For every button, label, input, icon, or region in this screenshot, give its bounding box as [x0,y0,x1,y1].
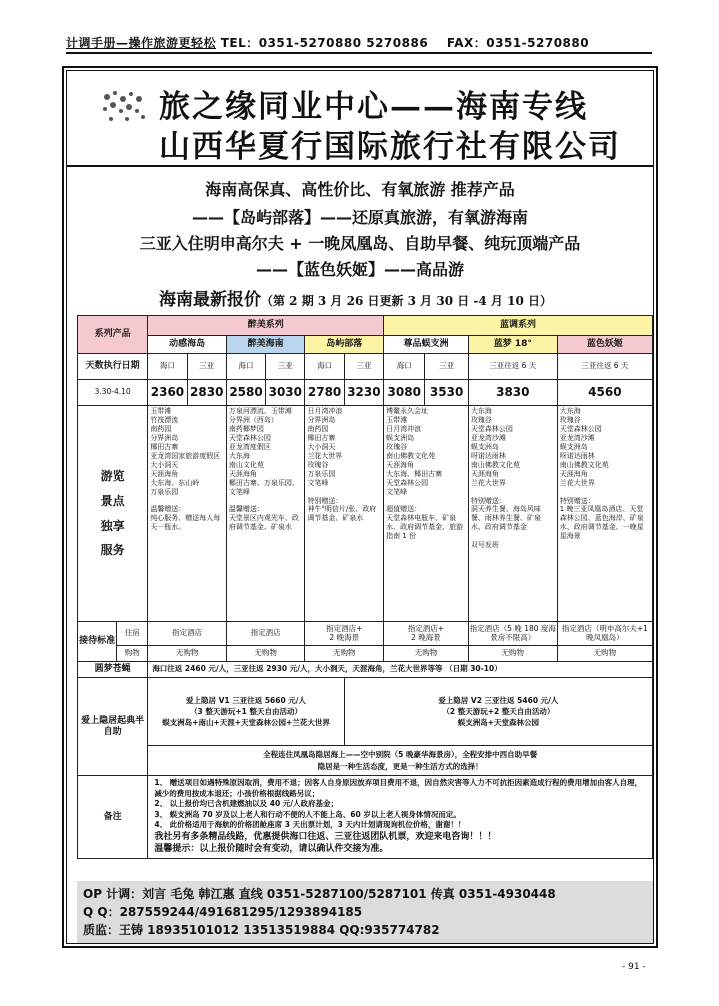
price-table [77,315,653,859]
note-line: 温馨提示：以上报价随时会有变动，请以确认件交接为准。 [154,844,389,855]
shop-cell: 无购物 [148,646,227,662]
group-landiao: 蓝调系列 [384,316,653,336]
intro-line-1: 海南高保真、高性价比、有氧旅游 推荐产品 [205,180,515,199]
col-haikou: 海口 [148,354,187,380]
note-line: 4、 此价格适用于海航的价格团舱座席 3 天出票计划，3 天内计划请现询机位价格，谢谢！！ [154,820,466,829]
intro-line-4: ——【蓝色妖姬】——高品游 [255,260,464,279]
itinerary-list: 万泉河漂流、玉带滩 分界洲（西岛） 南药椰梦园 天堂森林公园 亚龙湾度假区 大东海 南山文化苑 天涯海角 椰田古寨、万泉乐园、文笔峰 温馨赠送： 天堂景区内观光车、政府调节基金、矿泉水 [226,406,305,622]
intro-line-3: 三亚入住明申高尔夫 + 一晚凤凰岛、自助早餐、纯玩顶端产品 [139,234,581,253]
std-label: 接待标准 [78,622,117,662]
product-name: 蓝色妖姬 [557,336,652,354]
col-sanya: 三亚 [266,354,305,380]
itinerary-list: 玉带滩 竹筏漂流 南药园 分界洲岛 椰田古寨 亚龙湾国家旅游度假区 大小洞天 天涯海角 大东海、东山岭 万泉乐园 温馨赠送： 纯心服务、赠送每人每天一瓶水。 [148,406,227,622]
product-name: 岛屿部落 [305,336,384,354]
col-sanya: 三亚 [344,354,383,380]
title-divider [67,165,653,167]
product-name: 尊品蜈支洲 [384,336,469,354]
hotel-label: 住宿 [117,622,148,646]
col-sanya-round: 三亚往返 6 天 [468,354,557,380]
op-quality: 质监：王铸 18935101012 13513519884 QQ:935774782 [83,923,440,937]
retreat-notes: 全程连住凤凰岛隐居海上——空中别院（5 晚豪华海景房），全程安排中西自助早餐 隐居是一种生活态度，更是一种生活方式的选择！ [148,746,653,776]
itinerary-list: 大东海 玫瑰谷 天堂森林公园 亚龙湾沙滩 蜈支洲岛 呀诺达雨林 南山佛教文化苑 天涯海角 兰花大世界 特别赠送： 洞天养生餐、海岛风味餐、雨林养生餐、矿泉水、政府调节基金 双号发班 [468,406,557,622]
notes-label: 备注 [78,776,148,859]
price-title [159,285,552,310]
hotel-cell: 指定酒店（明申高尔夫+1 晚凤凰岛） [557,622,652,646]
product-name: 醉美海南 [226,336,305,354]
price-cell: 3530 [425,380,468,406]
note-line: 1、 赠送项目如遇特殊原因取消，费用不退；因客人自身原因放弃项目费用不退，因自然灾害等人力不可抗拒因素造成行程的费用增加由客人自理，减少的费用按成本退还；小孩价格根据线路另议； [154,778,643,798]
shop-label: 购物 [117,646,148,662]
page-frame [62,66,658,948]
date-range: 3.30-4.10 [78,380,148,406]
itinerary-list: 日月湾冲浪 分界洲岛 南药园 椰田古寨 大小洞天 兰花大世界 玫瑰谷 万泉乐园 文笔峰 特别赠送： 神牛°明信片/张、政府调节基金、矿泉水 [305,406,384,622]
op-contacts: OP 计调：刘言 毛兔 韩江惠 直线 0351-5287100/5287101 传真 0351-4930448 [83,887,556,901]
shop-cell: 无购物 [226,646,305,662]
col-haikou: 海口 [305,354,344,380]
note-line: 2、 以上报价均已含机建燃油以及 40 元/人政府基金； [154,799,339,808]
hotel-cell: 指定酒店（5 晚 180 度海景房不限高） [468,622,557,646]
page-number: - 91 - [622,962,646,972]
hotel-cell: 指定酒店 [148,622,227,646]
shop-cell: 无购物 [305,646,384,662]
note-line: 我社另有多条精品线路，优惠提供海口往返、三亚往返团队机票，欢迎来电咨询！！！ [154,831,497,842]
price-cell: 2580 [226,380,265,406]
price-cell: 3030 [266,380,305,406]
col-haikou: 海口 [384,354,425,380]
product-name: 蓝梦 18° [468,336,557,354]
price-cell: 2360 [148,380,187,406]
itinerary-list: 博鳌永久会址 玉带滩 日月湾冲浪 蜈支洲岛 玫瑰谷 南山佛教文化苑 天涯海角 大东海、椰田古寨 天堂森林公园 文笔峰 超值赠送： 天堂森林电瓶车、矿泉水、政府调节基金、旅游指南 1 份 [384,406,469,622]
retreat-v2: 爱上隐居 V2 三亚往返 5460 元/人 （2 整天游玩+2 整天自由活动） 蜈支洲岛+天堂森林公园 [344,678,652,746]
company-logo-icon [97,87,151,127]
col-haikou: 海口 [226,354,265,380]
notes-cell [148,776,653,859]
price-cell: 2830 [187,380,226,406]
price-title-sub: （第 2 期 3 月 26 日更新 3 月 30 日 -4 月 10 日） [261,294,552,308]
col-sanya-round: 三亚往返 6 天 [557,354,652,380]
title-line2: 山西华夏行国际旅行社有限公司 [159,129,621,165]
tour-side-label: 游览 景点 独享 服务 [78,406,148,622]
header-tel: TEL：0351-5270880 5270886 [220,36,429,50]
group-zuimei: 醉美系列 [148,316,384,336]
header-slogan: 计调手册—操作旅游更轻松 [66,36,217,50]
col-sanya: 三亚 [425,354,468,380]
itinerary-list: 大东海 玫瑰谷 天堂森林公园 亚龙湾沙滩 蜈支洲岛 呀诺达雨林 南山佛教文化苑 天涯海角 兰花大世界 特别赠送： 1 晚三亚凤凰岛酒店、天堂森林公园、蓝色海岸、矿泉水、政府调节基金、一晚星星海景 [557,406,652,622]
shop-cell: 无购物 [384,646,469,662]
price-cell: 3230 [344,380,383,406]
note-line: 3、 蜈支洲岛 70 岁及以上老人和行动不便的人不能上岛、60 岁以上老人视身体情况而定。 [154,809,461,819]
hotel-cell: 指定酒店+ 2 晚海景 [384,622,469,646]
dream-text: 海口往返 2460 元/人，三亚往返 2930 元/人，大小洞天，天涯海角，兰花大世界等等 （日期 30-10） [148,662,653,678]
intro-line-2: ——【岛屿部落】——还原真旅游，有氧游海南 [191,208,528,227]
series-label: 系列产品 [78,316,148,354]
price-cell: 3080 [384,380,425,406]
hotel-cell: 指定酒店 [226,622,305,646]
shop-cell: 无购物 [468,646,557,662]
op-contact-box [77,881,653,943]
date-label: 天数执行日期 [78,354,148,380]
price-cell: 4560 [557,380,652,406]
col-sanya: 三亚 [187,354,226,380]
product-name: 动感海岛 [148,336,227,354]
header-fax: FAX：0351-5270880 [446,36,590,50]
title-line1: 旅之缘同业中心——海南专线 [159,89,588,125]
retreat-label: 爱上隐居起典半自助 [78,678,148,776]
hotel-cell: 指定酒店+ 2 晚海景 [305,622,384,646]
shop-cell: 无购物 [557,646,652,662]
retreat-v1: 爱上隐居 V1 三亚往返 5660 元/人 （3 整天游玩+1 整天自由活动） 蜈支洲岛+南山+天涯+天堂森林公园+兰花大世界 [148,678,344,746]
page-header [66,34,652,54]
price-title-main: 海南最新报价 [159,290,261,310]
price-cell: 3830 [468,380,557,406]
op-qq: Q Q：287559244/491681295/1293894185 [83,905,363,919]
price-cell: 2780 [305,380,344,406]
dream-label: 圆梦苍蝇 [78,662,148,678]
